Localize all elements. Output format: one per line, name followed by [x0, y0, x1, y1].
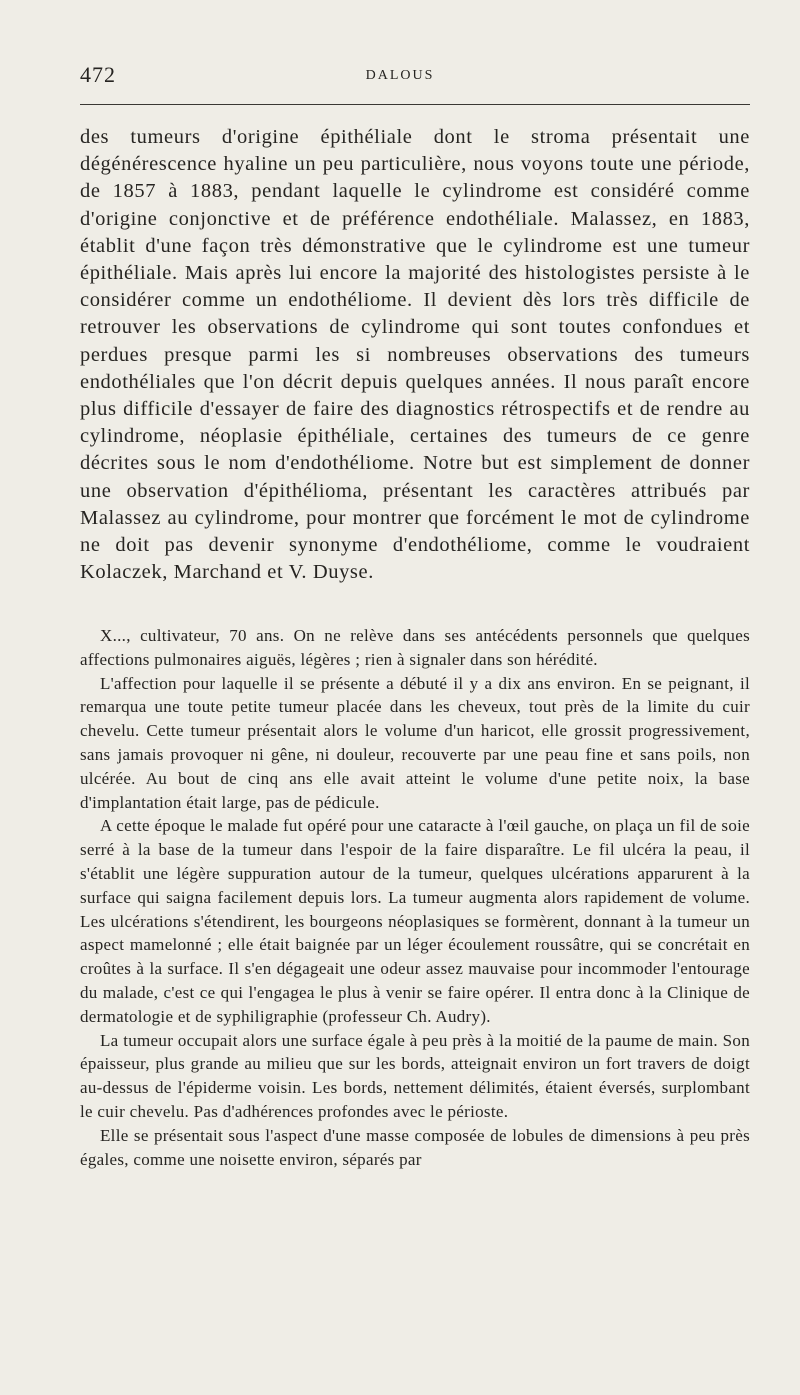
observation-paragraph: La tumeur occupait alors une surface égale à peu près à la moitié de la paume de main. Son épaisseur, plus grande au milieu que sur les bords, atteignait environ un fort travers de doigt au-dessus de l'épiderme voisin. Les bords, nettement délimités, étaient éversés, surplombant le cuir chevelu. Pas d'adhérences profondes avec le périoste. — [80, 1030, 750, 1121]
body-paragraph: des tumeurs d'origine épithéliale dont le stroma présentait une dégénérescence hyaline un peu particulière, nous voyons toute une période, de 1857 à 1883, pendant laquelle le cylindrome est considéré comme d'origine conjonctive et de préférence endothéliale. Malassez, en 1883, établit d'une façon très démonstrative que le cylindrome est une tumeur épithéliale. Mais après lui encore la majorité des histologistes persiste à le considérer comme un endothéliome. Il devient dès lors très difficile de retrouver les observations de cylindrome qui sont toutes confondues et perdues presque parmi les si nombreuses observations des tumeurs endothéliales que l'on décrit depuis quelques années. Il nous paraît encore plus difficile d'essayer de faire des diagnostics rétrospectifs et de rendre au cylindrome, néoplasie épithéliale, certaines des tumeurs de ce genre décrites sous le nom d'endothéliome. Notre but est simplement de donner une observation d'épithélioma, présentant les caractères attribués par Malassez au cylindrome, pour montrer que forcément le mot de cylindrome ne doit pas devenir synonyme d'endothéliome, comme le voudraient Kolaczek, Marchand et V. Duyse. — [80, 126, 750, 584]
page-number: 472 — [80, 62, 116, 87]
observation-paragraph: X..., cultivateur, 70 ans. On ne relève dans ses antécédents personnels que quelques affections pulmonaires aiguës, légères ; rien à signaler dans son hérédité. — [80, 626, 750, 669]
running-head: DALOUS — [365, 68, 435, 83]
header-rule — [80, 104, 750, 105]
observation-text — [80, 624, 750, 1171]
observation-paragraph: A cette époque le malade fut opéré pour une cataracte à l'œil gauche, on plaça un fil de soie serré à la base de la tumeur dans l'espoir de la faire disparaître. Le fil ulcéra la peau, il s'établit une légère suppuration autour de la tumeur, quelques ulcérations apparurent à la surface qui saigna facilement depuis lors. La tumeur augmenta alors rapidement de volume. Les ulcérations s'étendirent, les bourgeons néoplasiques se formèrent, donnant à la tumeur un aspect mamelonné ; elle était baignée par un léger écoulement roussâtre, qui se concrétait en croûtes à la surface. Il s'en dégageait une odeur assez mauvaise pour incommoder l'entourage du malade, c'est ce qui l'engagea le plus à venir se faire opérer. Il entra donc à la Clinique de dermatologie et de syphiligraphie (professeur Ch. Audry). — [80, 816, 750, 1026]
observation-paragraph: Elle se présentait sous l'aspect d'une masse composée de lobules de dimensions à peu près égales, comme une noisette environ, séparés par — [80, 1125, 750, 1169]
observation-paragraph: L'affection pour laquelle il se présente a débuté il y a dix ans environ. En se peignant, il remarqua une toute petite tumeur placée dans les cheveux, tout près de la limite du cuir chevelu. Cette tumeur présentait alors le volume d'un haricot, elle grossit progressivement, sans jamais provoquer ni gêne, ni douleur, recouverte par une peau fine et sans poils, non ulcérée. Au bout de cinq ans elle avait atteint le volume d'une petite noix, la base d'implantation était large, pas de pédicule. — [80, 673, 750, 812]
body-text — [80, 124, 750, 586]
